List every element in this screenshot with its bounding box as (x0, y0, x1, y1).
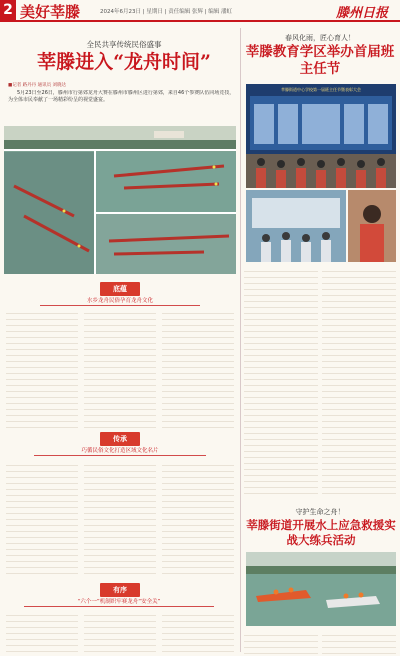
text-column (84, 460, 156, 578)
text-column (244, 630, 318, 654)
text-column (6, 460, 78, 578)
text-column (84, 610, 156, 654)
side-bottom-kicker: 守护生命之舟！ (295, 508, 345, 516)
water-rescue-photo (246, 552, 396, 626)
section-name: 美好莘滕 (20, 3, 81, 21)
banner-text: 莘滕街道中心学校第一届班主任节暨表彰大会 (281, 87, 361, 92)
ribbon-sub-label: 水乡龙舟民俗孕育龙舟文化 (40, 296, 200, 306)
ribbon-main-label: 传承 (100, 432, 140, 446)
main-lead: 5月23日至26日，滕州市行第郊龙舟大赛在滕州市滕州区进行第郊，来自46个参赛队伍同场竞技，为全体市民奉献了一场精彩纷呈的视觉盛宴。 (8, 90, 235, 103)
side-bottom-title: 莘滕街道开展水上应急救援实战大练兵活动 (246, 518, 396, 547)
page-number: 2 (0, 0, 16, 20)
text-column (162, 308, 234, 428)
text-column (322, 630, 396, 654)
text-column (244, 266, 318, 498)
teacher-festival-photo-2 (246, 190, 346, 262)
ribbon-main-label: 有序 (100, 583, 140, 597)
newspaper-logo: 滕州日报 (336, 6, 389, 21)
main-kicker: 全民共享传统民俗盛事 (86, 40, 162, 49)
ribbon-sub-label: 巧循民俗文化打造区域文化名片 (34, 446, 206, 456)
teacher-festival-photo-3 (348, 190, 396, 262)
ribbon-sub-label: “六个一”机制织牢赛龙舟“安全关” (24, 597, 214, 607)
side-top-title: 莘滕教育学区举办首届班主任节 (245, 44, 395, 77)
side-top-kicker: 春风化雨，匠心育人！ (285, 34, 355, 42)
text-column (84, 308, 156, 428)
dragon-boat-photo-collage (4, 126, 236, 274)
text-column (6, 308, 78, 428)
ribbon-main-label: 底蕴 (100, 282, 140, 296)
text-column (162, 610, 234, 654)
main-byline: ■记者 路丹丹 通讯员 刘晓达 (8, 83, 67, 88)
text-column (6, 610, 78, 654)
main-title: 莘滕进入“龙舟时间” (37, 51, 211, 73)
header-meta: 2024年6月23日 | 星期日 | 责任编辑 张辉 | 编辑 潘虹 (100, 9, 233, 15)
text-column (322, 266, 396, 498)
teacher-festival-photo (246, 84, 396, 188)
text-column (162, 460, 234, 578)
column-divider (240, 28, 241, 652)
